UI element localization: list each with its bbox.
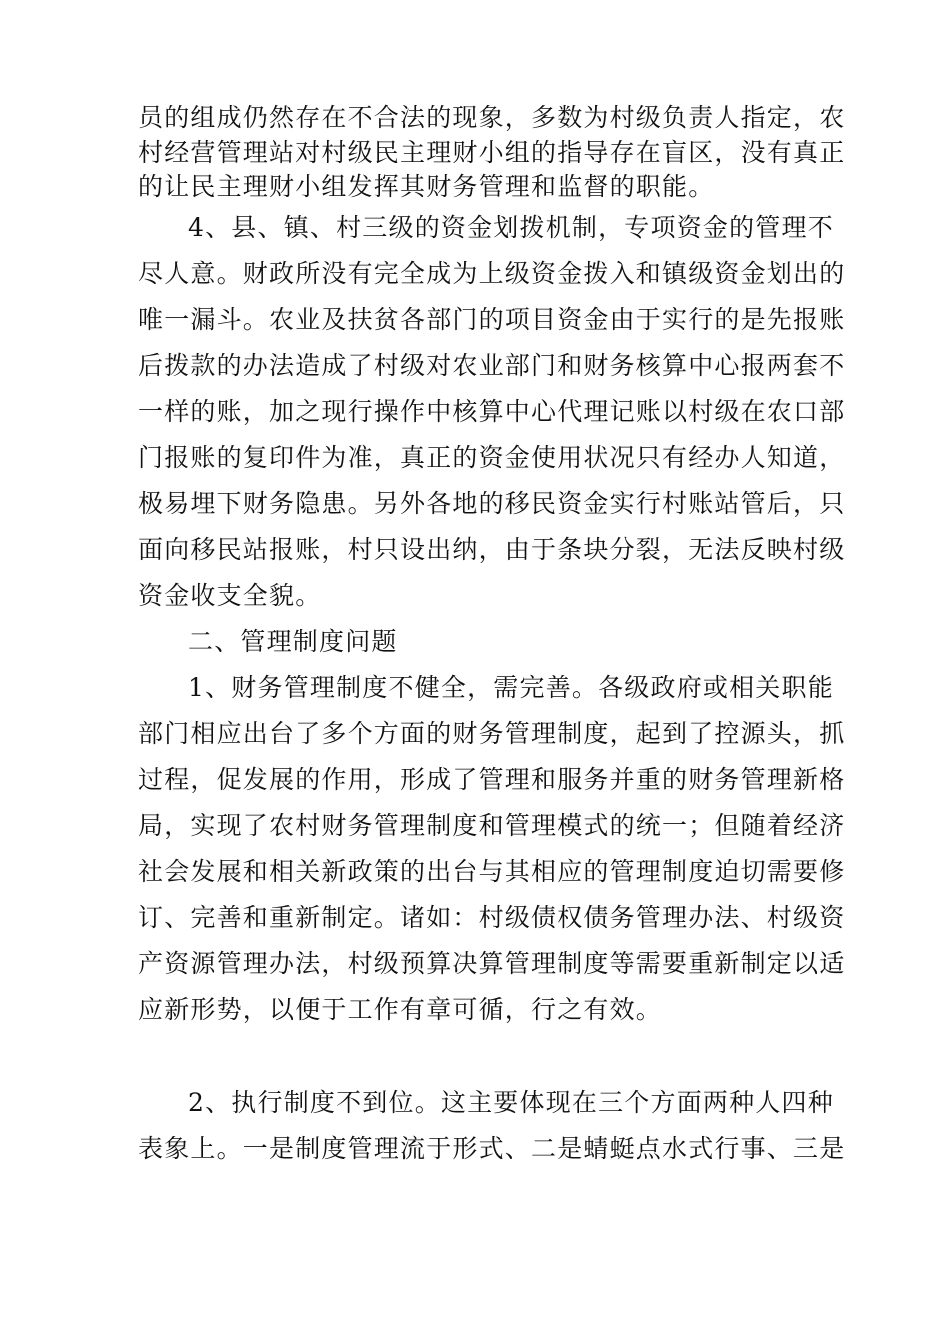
paragraph-line: 表象上。一是制度管理流于形式、二是蜻蜓点水式行事、三是 bbox=[138, 1134, 846, 1163]
paragraph-line: 村经营管理站对村级民主理财小组的指导存在盲区，没有真正 bbox=[138, 138, 846, 167]
paragraph-line: 一样的账，加之现行操作中核算中心代理记账以村级在农口部 bbox=[138, 397, 846, 426]
paragraph-line: 员的组成仍然存在不合法的现象，多数为村级负责人指定，农 bbox=[138, 103, 846, 132]
section-heading: 二、管理制度问题 bbox=[188, 627, 398, 656]
paragraph-line: 1、财务管理制度不健全，需完善。各级政府或相关职能 bbox=[188, 673, 834, 702]
paragraph-line: 的让民主理财小组发挥其财务管理和监督的职能。 bbox=[138, 172, 715, 201]
paragraph-line: 订、完善和重新制定。诸如：村级债权债务管理办法、村级资 bbox=[138, 903, 846, 932]
paragraph-line: 后拨款的办法造成了村级对农业部门和财务核算中心报两套不 bbox=[138, 351, 846, 380]
paragraph-line: 唯一漏斗。农业及扶贫各部门的项目资金由于实行的是先报账 bbox=[138, 305, 846, 334]
paragraph-line: 社会发展和相关新政策的出台与其相应的管理制度迫切需要修 bbox=[138, 857, 846, 886]
paragraph-line: 门报账的复印件为准，真正的资金使用状况只有经办人知道， bbox=[138, 443, 846, 472]
paragraph-line: 过程，促发展的作用，形成了管理和服务并重的财务管理新格 bbox=[138, 765, 846, 794]
paragraph-line: 4、县、镇、村三级的资金划拨机制，专项资金的管理不 bbox=[188, 213, 834, 242]
paragraph-line: 部门相应出台了多个方面的财务管理制度，起到了控源头，抓 bbox=[138, 719, 846, 748]
paragraph-line: 2、执行制度不到位。这主要体现在三个方面两种人四种 bbox=[188, 1088, 834, 1117]
paragraph-line: 面向移民站报账，村只设出纳，由于条块分裂，无法反映村级 bbox=[138, 535, 846, 564]
paragraph-line: 尽人意。财政所没有完全成为上级资金拨入和镇级资金划出的 bbox=[138, 259, 846, 288]
paragraph-line: 资金收支全貌。 bbox=[138, 581, 322, 610]
paragraph-line: 局，实现了农村财务管理制度和管理模式的统一；但随着经济 bbox=[138, 811, 846, 840]
paragraph-line: 应新形势，以便于工作有章可循，行之有效。 bbox=[138, 995, 663, 1024]
paragraph-line: 产资源管理办法，村级预算决算管理制度等需要重新制定以适 bbox=[138, 949, 846, 978]
paragraph-line: 极易埋下财务隐患。另外各地的移民资金实行村账站管后，只 bbox=[138, 489, 846, 518]
